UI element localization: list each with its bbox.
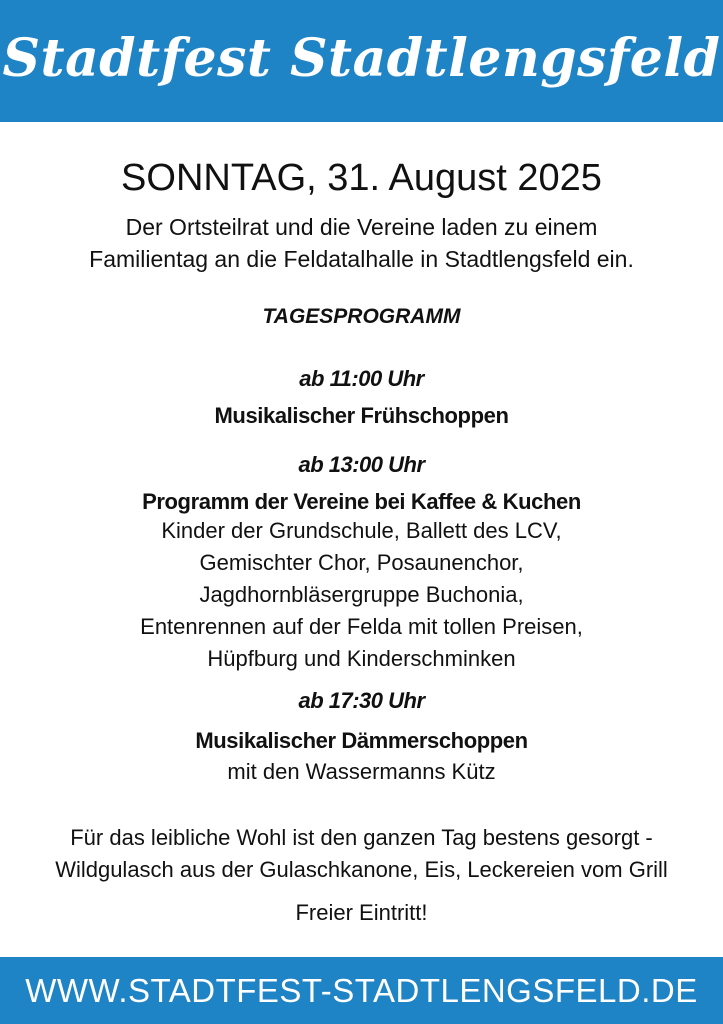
program-detail-line: Gemischter Chor, Posaunenchor,: [199, 550, 524, 575]
intro-line: Der Ortsteilrat und die Vereine laden zu einem: [125, 214, 598, 240]
program-detail-line: Hüpfburg und Kinderschminken: [207, 646, 516, 671]
program-time: ab 13:00 Uhr: [298, 452, 425, 477]
program-heading: TAGESPROGRAMM: [262, 305, 461, 328]
program-time: ab 11:00 Uhr: [299, 366, 424, 391]
catering-note: [0, 822, 723, 886]
program-details: [0, 515, 723, 675]
program-time: ab 17:30 Uhr: [298, 688, 425, 713]
catering-line: Für das leibliche Wohl ist den ganzen Tag bestens gesorgt -: [70, 825, 653, 850]
program-detail-line: mit den Wassermanns Kütz: [227, 759, 496, 784]
website-link[interactable]: WWW.STADTFEST-STADTLENGSFELD.DE: [25, 971, 698, 1009]
footer-banner: [0, 957, 723, 1024]
program-detail-line: Jagdhornbläsergruppe Buchonia,: [199, 582, 524, 607]
intro-text: [0, 211, 723, 275]
page-title: Stadtfest Stadtlengsfeld: [2, 27, 721, 89]
program-detail-line: Kinder der Grundschule, Ballett des LCV,: [161, 518, 562, 543]
free-entry-note: Freier Eintritt!: [295, 900, 428, 925]
program-title: Programm der Vereine bei Kaffee & Kuchen: [142, 489, 581, 514]
header-banner: [0, 0, 723, 122]
program-title: Musikalischer Dämmerschoppen: [195, 728, 528, 753]
intro-line: Familientag an die Feldatalhalle in Stadtlengsfeld ein.: [89, 246, 634, 272]
catering-line: Wildgulasch aus der Gulaschkanone, Eis, Leckereien vom Grill: [55, 857, 668, 882]
program-title: Musikalischer Frühschoppen: [214, 403, 509, 428]
event-date: SONNTAG, 31. August 2025: [121, 157, 602, 199]
program-detail-line: Entenrennen auf der Felda mit tollen Preisen,: [140, 614, 583, 639]
